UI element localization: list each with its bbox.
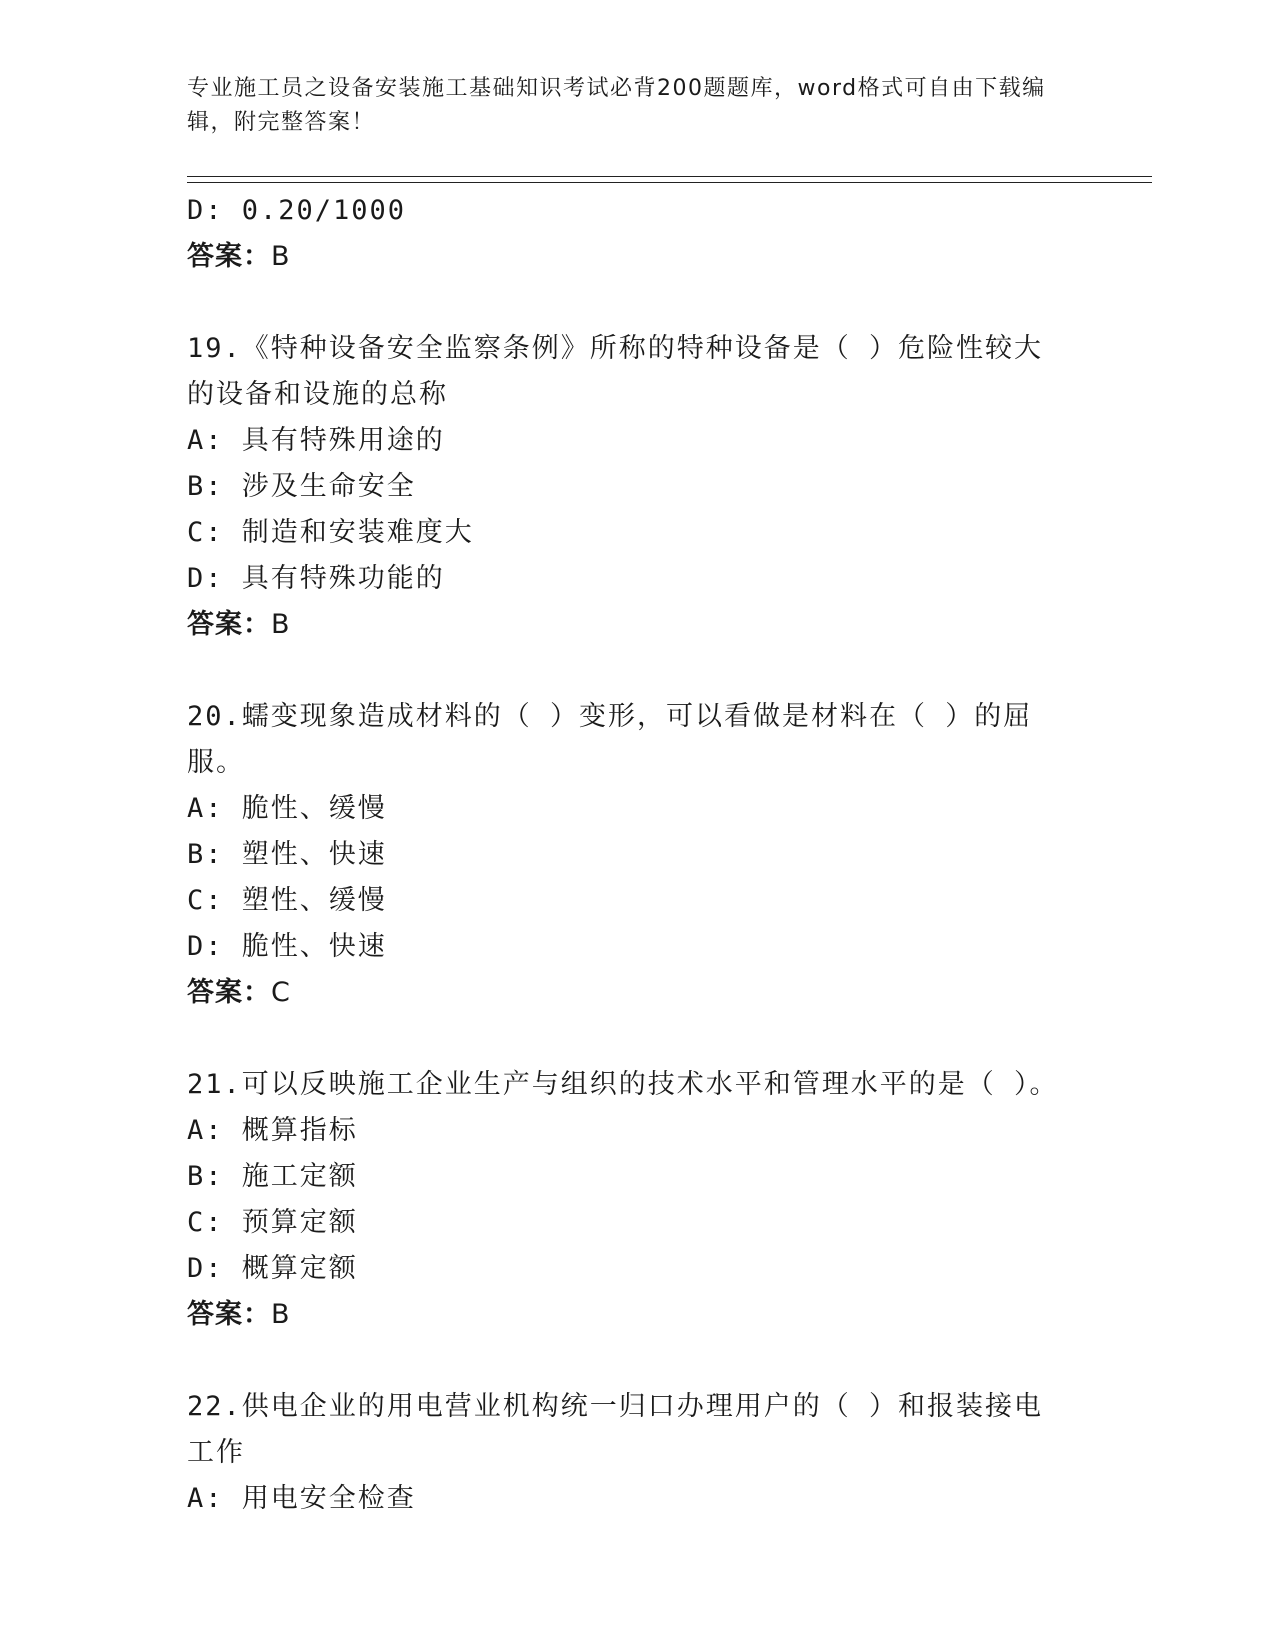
answer-value: B — [271, 241, 291, 272]
option-a: A: 脆性、缓慢 — [187, 793, 387, 824]
answer-line — [187, 602, 1067, 648]
answer-line — [187, 234, 1067, 280]
header-rule-bottom — [187, 182, 1152, 183]
answer-value: B — [271, 1299, 291, 1330]
option-d: D: 0.20/1000 — [187, 195, 407, 226]
option-d: D: 具有特殊功能的 — [187, 563, 445, 594]
option-b: B: 涉及生命安全 — [187, 471, 416, 502]
option-d: D: 脆性、快速 — [187, 931, 387, 962]
answer-label: 答案： — [187, 241, 271, 272]
question-stem: 21.可以反映施工企业生产与组织的技术水平和管理水平的是（ ）。 — [187, 1069, 1059, 1100]
document-body — [187, 188, 1067, 1522]
answer-line — [187, 970, 1067, 1016]
question-stem: 20.蠕变现象造成材料的（ ）变形，可以看做是材料在（ ）的屈服。 — [187, 701, 1033, 778]
option-c: C: 制造和安装难度大 — [187, 517, 474, 548]
option-a: A: 用电安全检查 — [187, 1483, 416, 1514]
option-a: A: 概算指标 — [187, 1115, 358, 1146]
option-a: A: 具有特殊用途的 — [187, 425, 445, 456]
question-stem: 22.供电企业的用电营业机构统一归口办理用户的（ ）和报装接电工作 — [187, 1391, 1044, 1468]
answer-label: 答案： — [187, 977, 271, 1008]
answer-value: B — [271, 609, 291, 640]
answer-value: C — [271, 977, 291, 1008]
option-b: B: 塑性、快速 — [187, 839, 387, 870]
option-c: C: 预算定额 — [187, 1207, 358, 1238]
option-c: C: 塑性、缓慢 — [187, 885, 387, 916]
answer-label: 答案： — [187, 609, 271, 640]
option-b: B: 施工定额 — [187, 1161, 358, 1192]
header-rule-top — [187, 176, 1152, 177]
option-d: D: 概算定额 — [187, 1253, 358, 1284]
question-stem: 19.《特种设备安全监察条例》所称的特种设备是（ ）危险性较大的设备和设施的总称 — [187, 333, 1044, 410]
answer-line — [187, 1292, 1067, 1338]
document-header: 专业施工员之设备安装施工基础知识考试必背200题题库，word格式可自由下载编辑，附完整答案！ — [187, 76, 1046, 135]
answer-label: 答案： — [187, 1299, 271, 1330]
